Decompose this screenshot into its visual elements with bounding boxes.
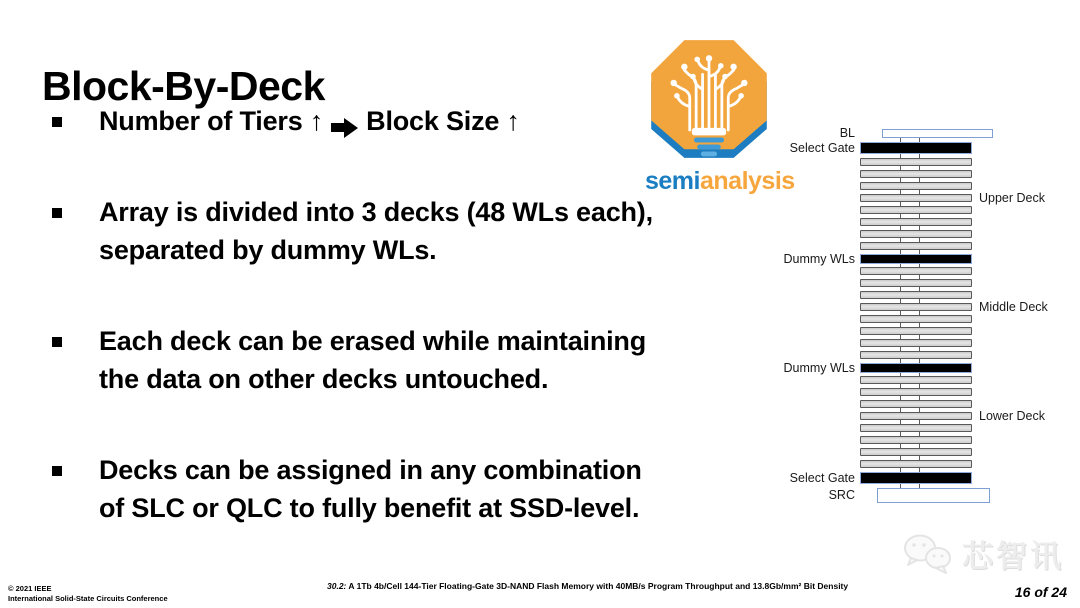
stack-row-wl_group: [770, 204, 1080, 216]
chat-bubbles-icon: [902, 532, 956, 576]
stack-label-right: Lower Deck: [979, 409, 1045, 423]
bullet-text-2: [99, 193, 653, 269]
wl-group-bar: [860, 303, 972, 311]
stack-label-left: Dummy WLs: [783, 360, 855, 375]
wl-group-bar: [860, 291, 972, 299]
stack-row-wl_group: [770, 301, 1080, 313]
bullet-square-icon: [52, 117, 62, 127]
stack-row-wl_group: [770, 410, 1080, 422]
copyright-line-2: International Solid-State Circuits Conference: [8, 593, 168, 603]
stack-row-src: [770, 486, 1080, 504]
stack-row-wl_group: [770, 313, 1080, 325]
stack-row-select_gate: [770, 140, 1080, 156]
wl-group-bar: [860, 400, 972, 408]
wordmark-analysis: analysis: [699, 167, 795, 195]
wl-group-bar: [860, 218, 972, 226]
bullet-4-line-2: of SLC or QLC to fully benefit at SSD-level.: [99, 493, 640, 523]
stack-row-wl_group: [770, 422, 1080, 434]
stack-label-left: SRC: [828, 488, 855, 502]
bullet-item-2: [52, 193, 782, 269]
wl-group-bar: [860, 351, 972, 359]
stack-label-right: Upper Deck: [979, 191, 1045, 205]
src-bar: [877, 488, 990, 503]
bl-bar: [882, 129, 993, 138]
bullet-text-4: [99, 451, 642, 527]
stack-row-wl_group: [770, 216, 1080, 228]
page-title: Block-By-Deck: [42, 63, 325, 110]
stack-row-select_gate: [770, 470, 1080, 486]
stack-row-wl_group: [770, 374, 1080, 386]
deck-stack-diagram: [770, 126, 1080, 504]
copyright-line-1: © 2021 IEEE: [8, 584, 52, 593]
wl-group-bar: [860, 412, 972, 420]
bullet-4-line-1: Decks can be assigned in any combination: [99, 455, 642, 485]
stack-label-left: Dummy WLs: [783, 251, 855, 266]
wl-group-bar: [860, 158, 972, 166]
wl-group-bar: [860, 388, 972, 396]
stack-label-left: Select Gate: [789, 471, 855, 485]
bullet-3-line-1: Each deck can be erased while maintaining: [99, 326, 647, 356]
wl-group-bar: [860, 376, 972, 384]
stack-row-wl_group: [770, 446, 1080, 458]
stack-row-wl_group: [770, 168, 1080, 180]
bullet-item-3: [52, 322, 782, 398]
dummy-bar: [860, 254, 972, 264]
wl-group-bar: [860, 194, 972, 202]
wl-group-bar: [860, 460, 972, 468]
stack-row-bl: [770, 126, 1080, 140]
bullet-text-3: [99, 322, 646, 398]
wl-group-bar: [860, 424, 972, 432]
right-arrow-icon: [331, 118, 358, 138]
bullet-square-icon: [52, 466, 62, 476]
stack-row-dummy: [770, 361, 1080, 374]
stack-label-left: Select Gate: [789, 141, 855, 155]
page-number: 16 of 24: [1014, 584, 1067, 600]
watermark-text: 芯智讯: [962, 539, 1064, 574]
bullet-2-line-1: Array is divided into 3 decks (48 WLs each),: [99, 197, 653, 227]
wl-group-bar: [860, 230, 972, 238]
stack-row-wl_group: [770, 277, 1080, 289]
copyright-note: [8, 584, 168, 603]
wl-group-bar: [860, 182, 972, 190]
wl-group-bar: [860, 170, 972, 178]
stack-row-dummy: [770, 252, 1080, 265]
semianalysis-logo: [645, 38, 795, 196]
deck-stack: [770, 126, 1080, 504]
dummy-bar: [860, 363, 972, 373]
stack-label-left: BL: [839, 126, 855, 140]
stack-row-wl_group: [770, 337, 1080, 349]
wl-group-bar: [860, 315, 972, 323]
stack-row-wl_group: [770, 265, 1080, 277]
bullet-square-icon: [52, 337, 62, 347]
stack-row-wl_group: [770, 386, 1080, 398]
session-number: 30.2:: [327, 581, 347, 591]
bullet-2-line-2: separated by dummy WLs.: [99, 235, 437, 265]
stack-row-wl_group: [770, 349, 1080, 361]
wl-group-bar: [860, 206, 972, 214]
wl-group-bar: [860, 327, 972, 335]
select-gate-bar: [860, 142, 972, 154]
semianalysis-octagon-icon: [648, 38, 770, 160]
bullet-1-pre: Number of Tiers ↑: [99, 106, 324, 136]
wl-group-bar: [860, 436, 972, 444]
stack-row-wl_group: [770, 325, 1080, 337]
wl-group-bar: [860, 448, 972, 456]
bullet-item-4: [52, 451, 782, 527]
stack-row-wl_group: [770, 192, 1080, 204]
bullet-1-post: Block Size ↑: [366, 106, 520, 136]
semianalysis-wordmark: [645, 167, 795, 196]
watermark: [902, 531, 1064, 576]
wl-group-bar: [860, 339, 972, 347]
select-gate-bar: [860, 472, 972, 484]
wl-group-bar: [860, 267, 972, 275]
paper-title-text: A 1Tb 4b/Cell 144-Tier Floating-Gate 3D-NAND Flash Memory with 40MB/s Program Throughput and 13.8Gb/mm² Bit Density: [346, 581, 849, 591]
bullet-text-1: [99, 102, 520, 140]
stack-row-wl_group: [770, 434, 1080, 446]
wordmark-semi: semi: [645, 167, 700, 195]
stack-label-right: Middle Deck: [979, 300, 1048, 314]
bullet-square-icon: [52, 208, 62, 218]
stack-row-wl_group: [770, 156, 1080, 168]
stack-row-wl_group: [770, 240, 1080, 252]
wl-group-bar: [860, 242, 972, 250]
stack-row-wl_group: [770, 458, 1080, 470]
wl-group-bar: [860, 279, 972, 287]
paper-title-footer: [327, 581, 848, 591]
stack-row-wl_group: [770, 228, 1080, 240]
bullet-3-line-2: the data on other decks untouched.: [99, 364, 549, 394]
